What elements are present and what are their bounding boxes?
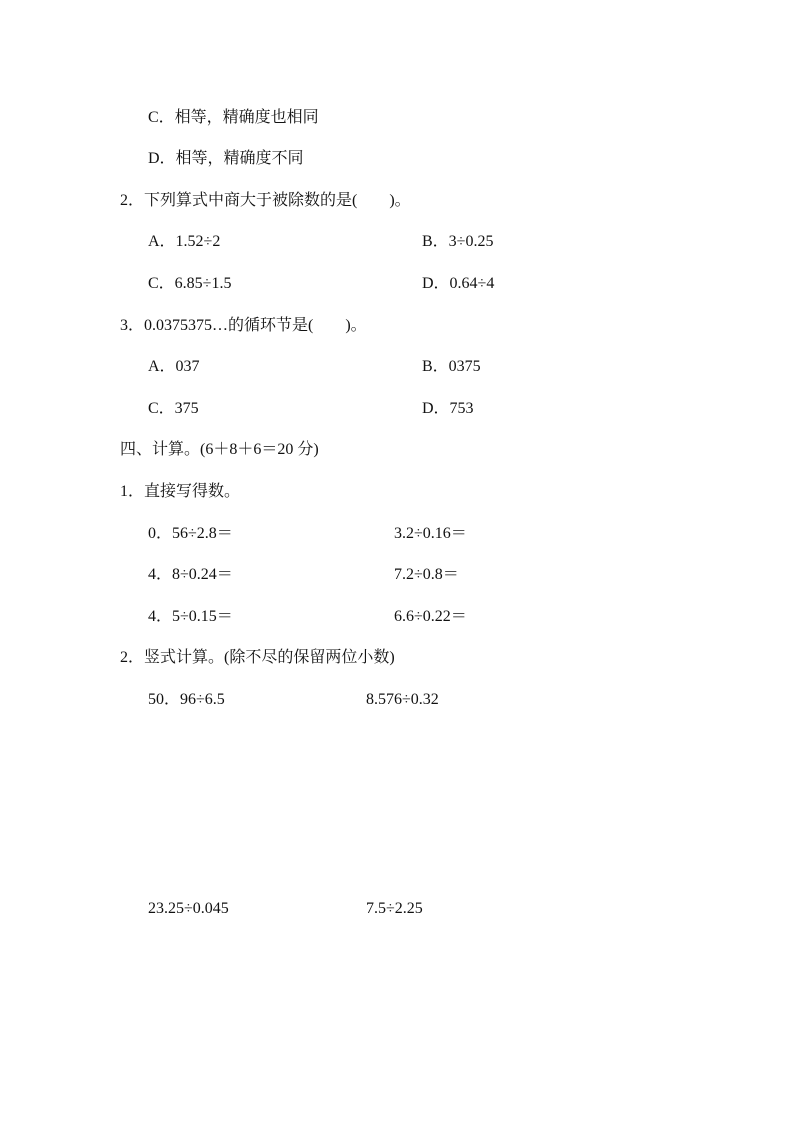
q3-option-b: B．0375 — [422, 358, 481, 375]
part-1-title: 1．直接写得数。 — [120, 483, 241, 500]
q3-option-c: C．375 — [148, 400, 199, 417]
q1-option-c: C．相等，精确度也相同 — [148, 109, 319, 126]
q2-option-a: A．1.52÷2 — [148, 233, 221, 250]
vertical-item-2: 8.576÷0.32 — [366, 691, 439, 708]
vertical-item-4: 7.5÷2.25 — [366, 900, 423, 917]
question-2-stem: 2．下列算式中商大于被除数的是( )。 — [120, 192, 411, 209]
vertical-item-1: 50．96÷6.5 — [148, 691, 225, 708]
oral-item-1: 0．56÷2.8＝ — [148, 525, 233, 542]
q2-option-b: B．3÷0.25 — [422, 233, 494, 250]
q2-option-c: C．6.85÷1.5 — [148, 275, 232, 292]
oral-item-2: 3.2÷0.16＝ — [394, 525, 467, 542]
oral-item-3: 4．8÷0.24＝ — [148, 566, 233, 583]
vertical-item-3: 23.25÷0.045 — [148, 900, 229, 917]
part-2-title: 2．竖式计算。(除不尽的保留两位小数) — [120, 649, 395, 666]
oral-item-6: 6.6÷0.22＝ — [394, 608, 467, 625]
q3-option-d: D．753 — [422, 400, 474, 417]
question-3-stem: 3．0.0375375…的循环节是( )。 — [120, 317, 367, 334]
oral-item-4: 7.2÷0.8＝ — [394, 566, 459, 583]
q2-option-d: D．0.64÷4 — [422, 275, 495, 292]
oral-item-5: 4．5÷0.15＝ — [148, 608, 233, 625]
q3-option-a: A．037 — [148, 358, 200, 375]
q1-option-d: D．相等，精确度不同 — [148, 150, 304, 167]
section-4-title: 四、计算。(6＋8＋6＝20 分) — [120, 441, 319, 458]
